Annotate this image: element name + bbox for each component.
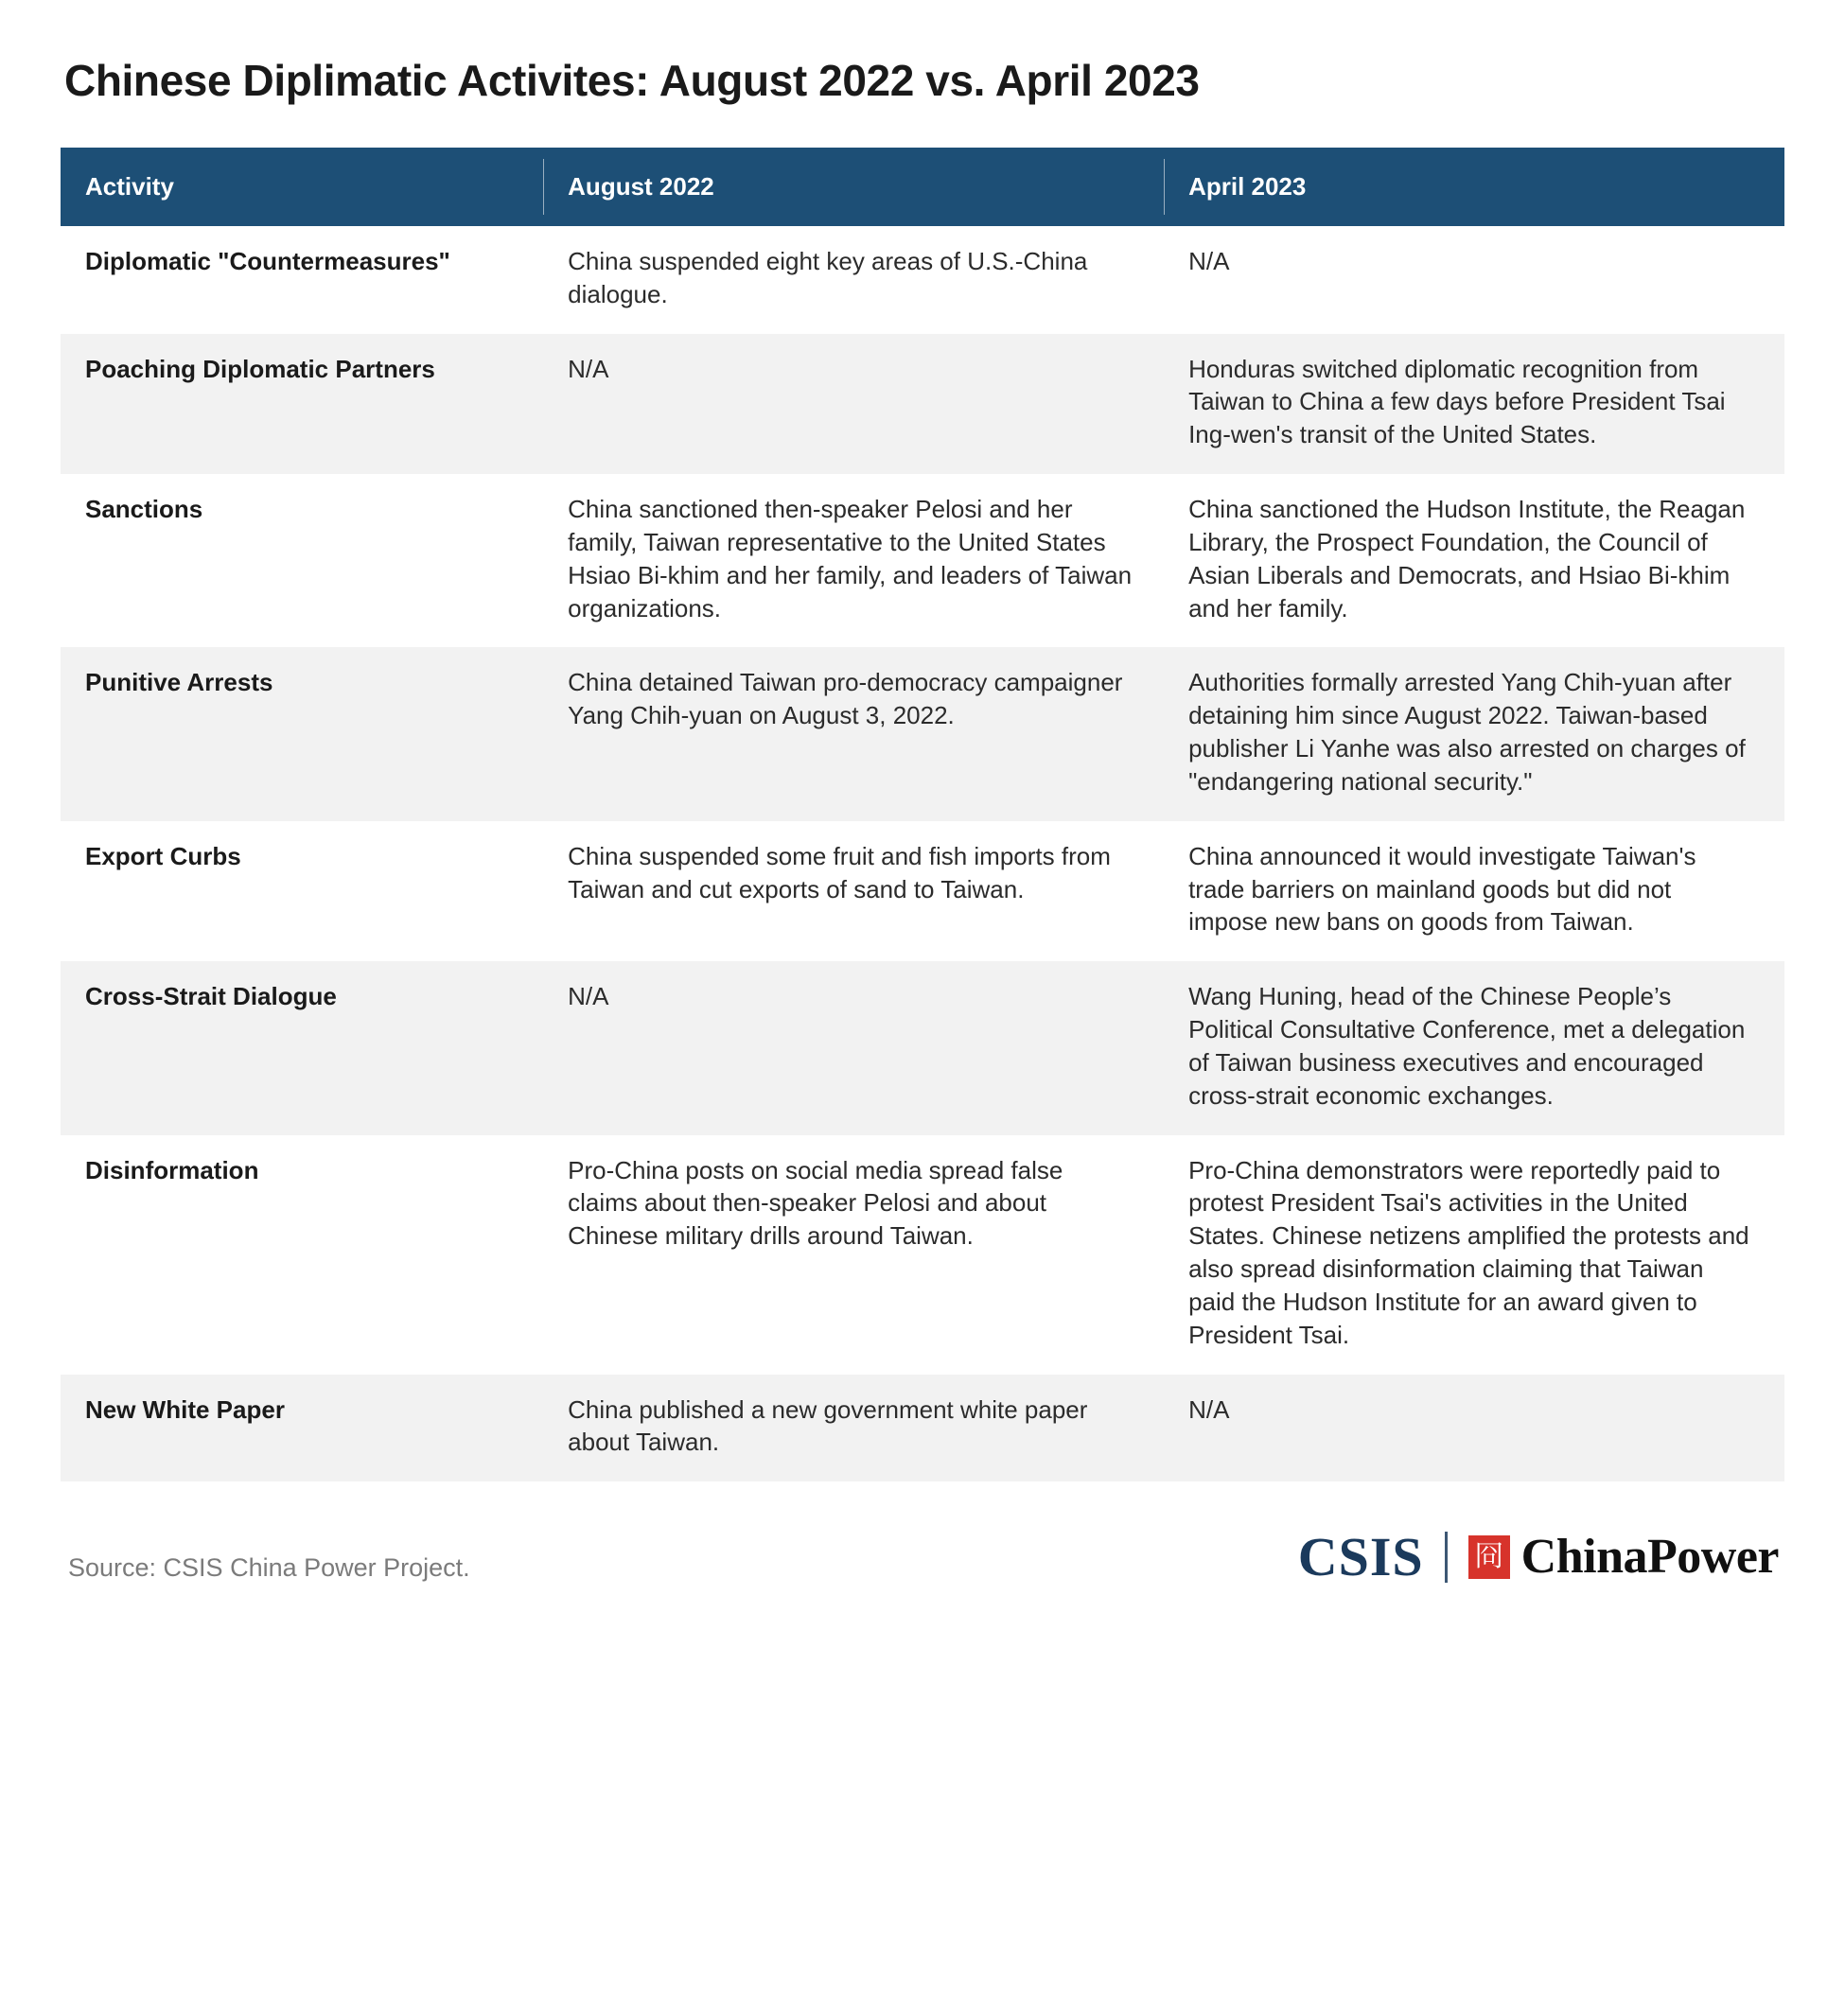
table-row bbox=[61, 1375, 1784, 1482]
cell-august-2022: N/A bbox=[543, 961, 1164, 1134]
column-header-activity: Activity bbox=[61, 148, 543, 226]
cell-april-2023: N/A bbox=[1164, 226, 1784, 334]
table-head bbox=[61, 148, 1784, 226]
cell-activity: Diplomatic "Countermeasures" bbox=[61, 226, 543, 334]
cell-april-2023: China announced it would investigate Taiwan's trade barriers on mainland goods but did not impose new bans on goods from Taiwan. bbox=[1164, 821, 1784, 961]
table-header-row bbox=[61, 148, 1784, 226]
chinapower-wordmark: ChinaPower bbox=[1520, 1530, 1779, 1585]
cell-activity: New White Paper bbox=[61, 1375, 543, 1482]
column-header-august-2022: August 2022 bbox=[543, 148, 1164, 226]
cell-activity: Sanctions bbox=[61, 474, 543, 647]
column-header-april-2023: April 2023 bbox=[1164, 148, 1784, 226]
diplomatic-activities-table bbox=[61, 148, 1784, 1481]
cell-april-2023: Wang Huning, head of the Chinese People’s Political Consultative Conference, met a delegation of Taiwan business executives and encouraged cross-strait economic exchanges. bbox=[1164, 961, 1784, 1134]
cell-april-2023: Pro-China demonstrators were reportedly paid to protest President Tsai's activities in the United States. Chinese netizens amplified the protests and also spread disinformation claiming that Taiwan paid the Hudson Institute for an award given to President Tsai. bbox=[1164, 1135, 1784, 1375]
table-row bbox=[61, 334, 1784, 474]
cell-activity: Punitive Arrests bbox=[61, 647, 543, 820]
cell-august-2022: China detained Taiwan pro-democracy campaigner Yang Chih-yuan on August 3, 2022. bbox=[543, 647, 1164, 820]
table-row bbox=[61, 821, 1784, 961]
chinapower-logo bbox=[1468, 1529, 1779, 1585]
cell-august-2022: N/A bbox=[543, 334, 1164, 474]
cell-august-2022: China suspended eight key areas of U.S.-China dialogue. bbox=[543, 226, 1164, 334]
table-body bbox=[61, 226, 1784, 1481]
cell-april-2023: N/A bbox=[1164, 1375, 1784, 1482]
cell-april-2023: China sanctioned the Hudson Institute, the Reagan Library, the Prospect Foundation, the Council of Asian Liberals and Democrats, and Hsiao Bi-khim and her family. bbox=[1164, 474, 1784, 647]
cell-activity: Disinformation bbox=[61, 1135, 543, 1375]
cell-august-2022: China suspended some fruit and fish imports from Taiwan and cut exports of sand to Taiwan. bbox=[543, 821, 1164, 961]
cell-activity: Export Curbs bbox=[61, 821, 543, 961]
cell-activity: Cross-Strait Dialogue bbox=[61, 961, 543, 1134]
table-row bbox=[61, 1135, 1784, 1375]
table-row bbox=[61, 226, 1784, 334]
brand-lockup bbox=[1298, 1525, 1784, 1588]
cell-august-2022: Pro-China posts on social media spread false claims about then-speaker Pelosi and about Chinese military drills around Taiwan. bbox=[543, 1135, 1164, 1375]
footer bbox=[61, 1525, 1784, 1588]
table-row bbox=[61, 474, 1784, 647]
table-row bbox=[61, 961, 1784, 1134]
cell-august-2022: China published a new government white paper about Taiwan. bbox=[543, 1375, 1164, 1482]
cell-activity: Poaching Diplomatic Partners bbox=[61, 334, 543, 474]
cell-august-2022: China sanctioned then-speaker Pelosi and her family, Taiwan representative to the United States Hsiao Bi-khim and her family, and leaders of Taiwan organizations. bbox=[543, 474, 1164, 647]
page-title: Chinese Diplimatic Activites: August 2022 vs. April 2023 bbox=[64, 56, 1200, 105]
table-row bbox=[61, 647, 1784, 820]
source-note: Source: CSIS China Power Project. bbox=[68, 1553, 470, 1583]
cell-april-2023: Authorities formally arrested Yang Chih-yuan after detaining him since August 2022. Taiwan-based publisher Li Yanhe was also arrested on charges of "endangering national security." bbox=[1164, 647, 1784, 820]
brand-divider bbox=[1445, 1532, 1448, 1583]
csis-logo: CSIS bbox=[1297, 1526, 1424, 1588]
cell-april-2023: Honduras switched diplomatic recognition from Taiwan to China a few days before President Tsai Ing-wen's transit of the United States. bbox=[1164, 334, 1784, 474]
chinapower-seal-icon: 冏 bbox=[1468, 1535, 1510, 1579]
